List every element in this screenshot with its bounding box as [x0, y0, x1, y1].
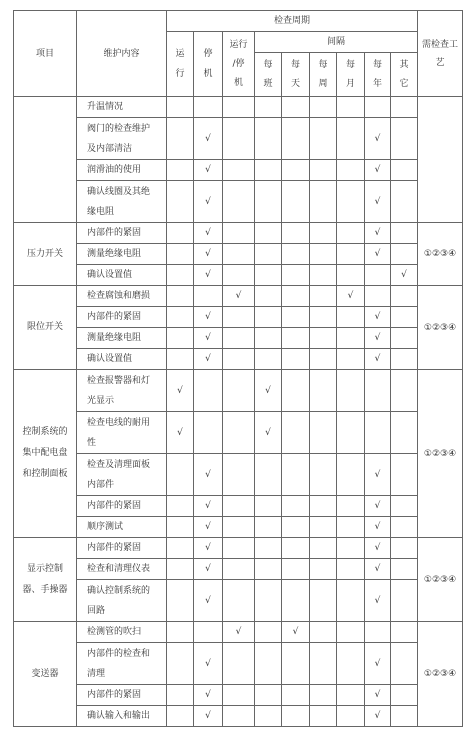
table-row	[14, 265, 463, 286]
check-cell	[282, 685, 310, 706]
check-mark: √	[255, 370, 282, 412]
check-cell	[167, 265, 194, 286]
content-cell: 润滑油的使用	[77, 160, 167, 181]
check-mark: √	[337, 286, 365, 307]
check-cell	[223, 412, 255, 454]
check-mark: √	[194, 685, 223, 706]
check-cell	[255, 286, 282, 307]
check-mark: √	[194, 328, 223, 349]
content-cell: 确认控制系统的 回路	[77, 580, 167, 622]
check-cell	[282, 160, 310, 181]
check-mark: √	[194, 223, 223, 244]
check-cell	[255, 643, 282, 685]
check-cell	[282, 496, 310, 517]
check-cell	[337, 328, 365, 349]
check-cell	[391, 643, 418, 685]
check-cell	[255, 454, 282, 496]
project-cell: 限位开关	[14, 286, 77, 370]
check-mark: √	[282, 622, 310, 643]
check-cell	[391, 538, 418, 559]
content-cell: 检查及清理面板 内部件	[77, 454, 167, 496]
check-cell	[223, 538, 255, 559]
check-cell	[223, 517, 255, 538]
check-cell	[337, 496, 365, 517]
content-cell: 检查报警器和灯 光显示	[77, 370, 167, 412]
check-cell	[391, 349, 418, 370]
check-cell	[337, 706, 365, 727]
check-cell	[282, 412, 310, 454]
check-cell	[255, 580, 282, 622]
header-period: 检查周期	[167, 11, 418, 32]
check-cell	[310, 349, 337, 370]
check-cell	[255, 223, 282, 244]
check-cell	[282, 643, 310, 685]
header-run: 运 行	[167, 32, 194, 97]
content-cell: 检查电线的耐用 性	[77, 412, 167, 454]
check-mark: √	[365, 454, 391, 496]
check-cell	[310, 181, 337, 223]
check-cell	[194, 286, 223, 307]
check-cell	[391, 580, 418, 622]
check-cell	[337, 223, 365, 244]
check-cell	[337, 265, 365, 286]
check-cell	[167, 496, 194, 517]
table-row	[14, 307, 463, 328]
check-mark: √	[365, 580, 391, 622]
check-mark: √	[167, 370, 194, 412]
check-cell	[223, 496, 255, 517]
check-cell	[282, 265, 310, 286]
check-cell	[167, 244, 194, 265]
check-cell	[391, 412, 418, 454]
check-cell	[167, 286, 194, 307]
content-cell: 内部件的紧固	[77, 307, 167, 328]
check-mark: √	[365, 328, 391, 349]
check-cell	[282, 370, 310, 412]
check-cell	[223, 160, 255, 181]
check-cell	[194, 412, 223, 454]
check-cell	[255, 706, 282, 727]
check-cell	[282, 97, 310, 118]
check-cell	[391, 181, 418, 223]
check-cell	[391, 223, 418, 244]
check-cell	[167, 181, 194, 223]
check-cell	[391, 496, 418, 517]
check-cell	[365, 622, 391, 643]
check-mark: √	[194, 160, 223, 181]
check-cell	[310, 580, 337, 622]
check-cell	[167, 643, 194, 685]
check-cell	[282, 244, 310, 265]
process-cell: ①②③④	[418, 286, 463, 370]
check-mark: √	[365, 517, 391, 538]
check-cell	[391, 307, 418, 328]
check-cell	[255, 538, 282, 559]
check-cell	[194, 622, 223, 643]
process-cell: ①②③④	[418, 370, 463, 538]
check-mark: √	[365, 559, 391, 580]
check-cell	[310, 244, 337, 265]
project-cell: 压力开关	[14, 223, 77, 286]
check-cell	[310, 706, 337, 727]
check-cell	[310, 160, 337, 181]
table-row	[14, 580, 463, 622]
check-cell	[223, 307, 255, 328]
content-cell: 确认输入和输出	[77, 706, 167, 727]
check-cell	[167, 328, 194, 349]
check-cell	[223, 559, 255, 580]
check-cell	[282, 580, 310, 622]
check-cell	[365, 370, 391, 412]
check-cell	[337, 160, 365, 181]
check-cell	[310, 370, 337, 412]
check-mark: √	[223, 622, 255, 643]
project-cell: 控制系统的 集中配电盘 和控制面板	[14, 370, 77, 538]
check-cell	[255, 496, 282, 517]
check-cell	[310, 286, 337, 307]
check-cell	[255, 244, 282, 265]
check-cell	[255, 181, 282, 223]
check-cell	[282, 538, 310, 559]
check-cell	[223, 454, 255, 496]
check-cell	[255, 685, 282, 706]
project-cell: 变送器	[14, 622, 77, 727]
check-mark: √	[194, 307, 223, 328]
check-mark: √	[194, 454, 223, 496]
table-row	[14, 454, 463, 496]
check-cell	[310, 265, 337, 286]
header-other: 其 它	[391, 53, 418, 97]
check-cell	[223, 97, 255, 118]
check-cell	[310, 685, 337, 706]
check-cell	[167, 454, 194, 496]
check-cell	[337, 559, 365, 580]
check-cell	[167, 559, 194, 580]
check-cell	[255, 622, 282, 643]
check-mark: √	[194, 706, 223, 727]
table-row	[14, 118, 463, 160]
check-cell	[337, 643, 365, 685]
check-cell	[391, 328, 418, 349]
content-cell: 检查和清理仪表	[77, 559, 167, 580]
project-cell: 显示控制 器、手操器	[14, 538, 77, 622]
check-mark: √	[194, 517, 223, 538]
check-cell	[337, 517, 365, 538]
check-cell	[337, 118, 365, 160]
content-cell: 检查腐蚀和磨损	[77, 286, 167, 307]
process-cell: ①②③④	[418, 622, 463, 727]
content-cell: 内部件的紧固	[77, 223, 167, 244]
table-row	[14, 412, 463, 454]
check-mark: √	[365, 643, 391, 685]
check-cell	[223, 349, 255, 370]
check-cell	[255, 517, 282, 538]
check-cell	[391, 622, 418, 643]
check-cell	[167, 538, 194, 559]
check-cell	[167, 706, 194, 727]
check-mark: √	[365, 496, 391, 517]
check-cell	[167, 517, 194, 538]
check-cell	[167, 160, 194, 181]
header-content: 维护内容	[77, 11, 167, 97]
check-cell	[310, 622, 337, 643]
check-mark: √	[255, 412, 282, 454]
check-cell	[391, 517, 418, 538]
check-cell	[337, 370, 365, 412]
header-process: 需检查工 艺	[418, 11, 463, 97]
check-cell	[310, 307, 337, 328]
check-mark: √	[365, 223, 391, 244]
check-cell	[310, 454, 337, 496]
check-mark: √	[365, 181, 391, 223]
check-cell	[391, 559, 418, 580]
maintenance-table	[13, 10, 463, 727]
content-cell: 升温情况	[77, 97, 167, 118]
check-cell	[223, 223, 255, 244]
check-cell	[391, 160, 418, 181]
check-cell	[282, 559, 310, 580]
check-cell	[223, 370, 255, 412]
check-cell	[365, 265, 391, 286]
check-mark: √	[365, 538, 391, 559]
check-cell	[223, 685, 255, 706]
check-mark: √	[391, 265, 418, 286]
table-row	[14, 181, 463, 223]
check-cell	[223, 244, 255, 265]
check-cell	[223, 328, 255, 349]
check-cell	[337, 349, 365, 370]
header-year: 每 年	[365, 53, 391, 97]
header-stop: 停 机	[194, 32, 223, 97]
content-cell: 内部件的紧固	[77, 538, 167, 559]
check-mark: √	[194, 349, 223, 370]
check-cell	[337, 454, 365, 496]
check-cell	[391, 286, 418, 307]
check-cell	[310, 517, 337, 538]
header-day: 每 天	[282, 53, 310, 97]
table-row	[14, 160, 463, 181]
check-cell	[282, 706, 310, 727]
check-cell	[255, 559, 282, 580]
check-cell	[310, 223, 337, 244]
table-row	[14, 685, 463, 706]
check-cell	[255, 160, 282, 181]
check-cell	[167, 307, 194, 328]
content-cell: 测量绝缘电阻	[77, 244, 167, 265]
check-cell	[255, 265, 282, 286]
check-cell	[223, 643, 255, 685]
check-cell	[365, 412, 391, 454]
check-cell	[391, 454, 418, 496]
check-cell	[167, 685, 194, 706]
content-cell: 确认线圈及其绝 缘电阻	[77, 181, 167, 223]
table-row	[14, 244, 463, 265]
content-cell: 确认设置值	[77, 265, 167, 286]
check-cell	[255, 328, 282, 349]
check-mark: √	[365, 160, 391, 181]
check-cell	[310, 328, 337, 349]
check-cell	[391, 370, 418, 412]
check-cell	[255, 349, 282, 370]
content-cell: 内部件的紧固	[77, 496, 167, 517]
table-row	[14, 538, 463, 559]
check-cell	[337, 97, 365, 118]
check-mark: √	[194, 496, 223, 517]
check-mark: √	[194, 265, 223, 286]
table-row	[14, 349, 463, 370]
check-cell	[282, 328, 310, 349]
check-cell	[223, 706, 255, 727]
table-row	[14, 496, 463, 517]
check-cell	[310, 559, 337, 580]
check-cell	[255, 97, 282, 118]
check-cell	[167, 580, 194, 622]
check-mark: √	[194, 643, 223, 685]
header-project: 项目	[14, 11, 77, 97]
check-mark: √	[365, 244, 391, 265]
header-shift: 每 班	[255, 53, 282, 97]
check-cell	[282, 454, 310, 496]
check-cell	[391, 706, 418, 727]
check-cell	[282, 307, 310, 328]
check-cell	[282, 286, 310, 307]
table-row	[14, 706, 463, 727]
check-cell	[310, 97, 337, 118]
check-cell	[167, 622, 194, 643]
check-cell	[282, 118, 310, 160]
check-cell	[223, 580, 255, 622]
project-cell	[14, 97, 77, 223]
check-mark: √	[167, 412, 194, 454]
check-cell	[167, 349, 194, 370]
content-cell: 测量绝缘电阻	[77, 328, 167, 349]
check-mark: √	[194, 118, 223, 160]
check-cell	[337, 622, 365, 643]
check-cell	[337, 412, 365, 454]
check-mark: √	[194, 580, 223, 622]
check-cell	[337, 244, 365, 265]
table-row	[14, 559, 463, 580]
check-cell	[223, 265, 255, 286]
check-cell	[194, 97, 223, 118]
check-mark: √	[365, 706, 391, 727]
content-cell: 内部件的紧固	[77, 685, 167, 706]
check-cell	[310, 538, 337, 559]
check-cell	[391, 118, 418, 160]
check-cell	[223, 118, 255, 160]
check-cell	[194, 370, 223, 412]
process-cell: ①②③④	[418, 223, 463, 286]
content-cell: 顺序测试	[77, 517, 167, 538]
process-cell: ①②③④	[418, 538, 463, 622]
check-cell	[391, 685, 418, 706]
header-interval: 间隔	[255, 32, 418, 53]
table-row	[14, 223, 463, 244]
header-month: 每 月	[337, 53, 365, 97]
table-row	[14, 643, 463, 685]
check-cell	[282, 181, 310, 223]
check-mark: √	[365, 118, 391, 160]
content-cell: 阀门的检查维护 及内部清洁	[77, 118, 167, 160]
check-cell	[167, 118, 194, 160]
check-cell	[310, 643, 337, 685]
table-row	[14, 370, 463, 412]
check-cell	[282, 517, 310, 538]
check-cell	[365, 286, 391, 307]
check-cell	[255, 118, 282, 160]
check-mark: √	[223, 286, 255, 307]
header-run-stop: 运行 /停 机	[223, 32, 255, 97]
check-cell	[365, 97, 391, 118]
check-cell	[391, 97, 418, 118]
table-row	[14, 328, 463, 349]
check-mark: √	[194, 244, 223, 265]
check-cell	[310, 118, 337, 160]
check-cell	[282, 349, 310, 370]
check-mark: √	[365, 685, 391, 706]
content-cell: 检测管的吹扫	[77, 622, 167, 643]
check-cell	[310, 412, 337, 454]
check-mark: √	[194, 559, 223, 580]
process-cell	[418, 97, 463, 223]
check-cell	[337, 685, 365, 706]
check-cell	[337, 307, 365, 328]
check-cell	[391, 244, 418, 265]
content-cell: 确认设置值	[77, 349, 167, 370]
check-cell	[223, 181, 255, 223]
table-row	[14, 97, 463, 118]
check-mark: √	[194, 181, 223, 223]
content-cell: 内部件的检查和 清理	[77, 643, 167, 685]
check-mark: √	[365, 307, 391, 328]
check-cell	[167, 223, 194, 244]
check-cell	[282, 223, 310, 244]
check-mark: √	[365, 349, 391, 370]
check-cell	[337, 538, 365, 559]
check-cell	[337, 580, 365, 622]
check-mark: √	[194, 538, 223, 559]
check-cell	[310, 496, 337, 517]
check-cell	[337, 181, 365, 223]
header-week: 每 周	[310, 53, 337, 97]
table-row	[14, 622, 463, 643]
table-row	[14, 517, 463, 538]
table-row	[14, 286, 463, 307]
check-cell	[255, 307, 282, 328]
check-cell	[167, 97, 194, 118]
